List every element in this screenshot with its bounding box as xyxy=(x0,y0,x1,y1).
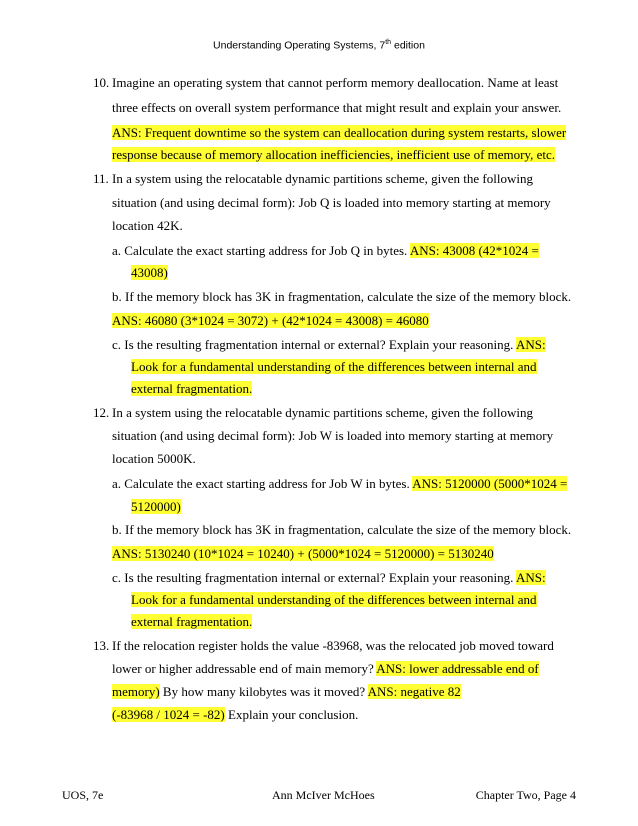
answer-line xyxy=(131,588,537,611)
answer-highlight: ANS: negative 82 xyxy=(367,684,461,699)
question-text-line: location 42K. xyxy=(112,218,183,233)
answer-highlight: (-83968 / 1024 = -82) xyxy=(112,707,225,722)
answer-line xyxy=(112,143,555,166)
header-title: Understanding Operating Systems, 7 xyxy=(213,39,386,52)
subquestion-text: a. Calculate the exact starting address for Job W in bytes. xyxy=(112,476,413,491)
answer-line xyxy=(131,495,181,518)
answer-line xyxy=(112,542,494,565)
footer-page: Chapter Two, Page 4 xyxy=(475,788,576,802)
answer-line xyxy=(131,610,252,633)
answer-highlight: ANS: 5130240 (10*1024 = 10240) + (5000*1024 = 5120000) = 5130240 xyxy=(112,546,494,561)
question-text-line xyxy=(112,657,539,680)
subquestion-text: a. Calculate the exact starting address for Job Q in bytes. xyxy=(112,243,410,258)
question-number: 12. xyxy=(93,405,110,420)
subquestion-a xyxy=(112,239,539,262)
question-text-line: situation (and using decimal form): Job Q is loaded into memory starting at memory xyxy=(112,195,551,210)
question-text-line: In a system using the relocatable dynamic partitions scheme, given the following xyxy=(112,171,533,186)
running-header xyxy=(0,39,638,52)
question-text: Explain your conclusion. xyxy=(224,707,359,722)
answer-highlight: external fragmentation. xyxy=(131,614,253,629)
subquestion-a xyxy=(112,472,567,495)
question-text-line xyxy=(112,703,358,726)
answer-highlight: ANS: 5120000 (5000*1024 = xyxy=(412,476,568,491)
answer-highlight: memory) xyxy=(112,684,160,699)
header-tail: edition xyxy=(391,39,425,52)
answer-line xyxy=(112,121,566,144)
answer-highlight: ANS: xyxy=(515,337,546,352)
question-number: 10. xyxy=(93,75,110,90)
question-text-line: three effects on overall system performance that might result and explain your answer. xyxy=(112,100,562,115)
answer-highlight: external fragmentation. xyxy=(131,381,253,396)
answer-highlight: Look for a fundamental understanding of the differences between internal and xyxy=(131,359,537,374)
answer-highlight: response because of memory allocation inefficiencies, inefficient use of memory, etc. xyxy=(112,147,556,162)
question-text-line: In a system using the relocatable dynamic partitions scheme, given the following xyxy=(112,405,533,420)
answer-highlight: 5120000) xyxy=(131,499,181,514)
subquestion-c xyxy=(112,566,546,589)
question-text-line: location 5000K. xyxy=(112,451,196,466)
answer-highlight: ANS: lower addressable end of xyxy=(376,661,539,676)
subquestion-text: c. Is the resulting fragmentation internal or external? Explain your reasoning. xyxy=(112,337,516,352)
question-text-line: situation (and using decimal form): Job W is loaded into memory starting at memory xyxy=(112,428,554,443)
subquestion-text: c. Is the resulting fragmentation internal or external? Explain your reasoning. xyxy=(112,570,516,585)
answer-line xyxy=(131,377,252,400)
answer-highlight: ANS: xyxy=(515,570,546,585)
subquestion-b: b. If the memory block has 3K in fragmentation, calculate the size of the memory block. xyxy=(112,522,572,537)
question-text-line: Imagine an operating system that cannot perform memory deallocation. Name at least xyxy=(112,75,559,90)
answer-highlight: ANS: 46080 (3*1024 = 3072) + (42*1024 = 43008) = 46080 xyxy=(112,313,429,328)
footer-left: UOS, 7e xyxy=(62,788,104,802)
question-text: lower or higher addressable end of main memory? xyxy=(112,661,377,676)
header-superscript: th xyxy=(385,39,392,46)
answer-highlight: ANS: Frequent downtime so the system can deallocation during system restarts, slower xyxy=(112,125,567,140)
subquestion-b: b. If the memory block has 3K in fragmentation, calculate the size of the memory block. xyxy=(112,289,572,304)
answer-line xyxy=(131,355,537,378)
question-text-line: If the relocation register holds the value -83968, was the relocated job moved toward xyxy=(112,638,554,653)
answer-line xyxy=(131,261,168,284)
footer-author: Ann McIver McHoes xyxy=(272,788,375,802)
question-text: By how many kilobytes was it moved? xyxy=(159,684,368,699)
answer-line xyxy=(112,309,429,332)
answer-highlight: Look for a fundamental understanding of the differences between internal and xyxy=(131,592,537,607)
question-number: 11. xyxy=(93,171,109,186)
answer-highlight: 43008) xyxy=(131,265,168,280)
subquestion-c xyxy=(112,333,546,356)
answer-highlight: ANS: 43008 (42*1024 = xyxy=(409,243,539,258)
question-number: 13. xyxy=(93,638,110,653)
question-text-line xyxy=(112,680,461,703)
